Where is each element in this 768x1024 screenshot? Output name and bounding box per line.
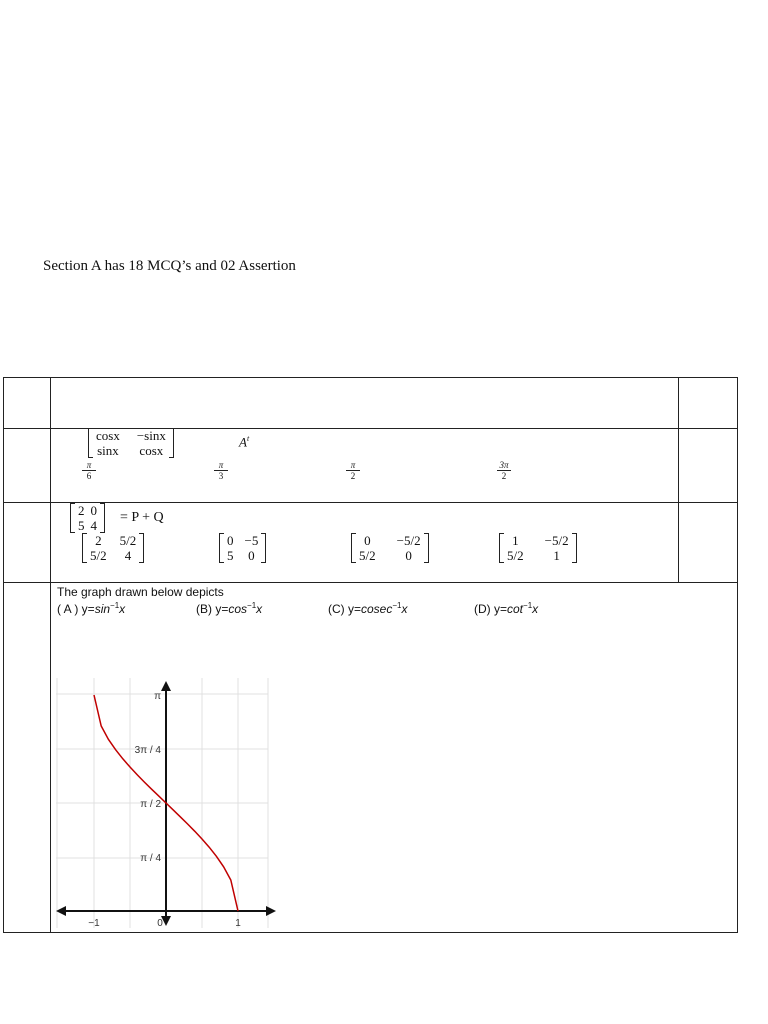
table-row-divider <box>3 502 737 503</box>
q3-stem: The graph drawn below depicts <box>57 585 224 599</box>
q2-equation: = P + Q <box>120 510 164 525</box>
q1-matrix <box>88 428 174 458</box>
q2-matrix <box>70 503 105 533</box>
q1-option-a: $\frac{\pi}{6}$ <box>82 460 96 481</box>
q2-option-c: 0 −5/2 5/2 0 <box>351 533 429 563</box>
matrix-cell: 2 <box>78 503 85 518</box>
matrix-cell: sinx <box>97 443 119 458</box>
y-tick-label: 3π / 4 <box>134 745 161 757</box>
table-row-divider <box>3 582 737 583</box>
q2-option-d: 1 −5/2 5/2 1 <box>499 533 577 563</box>
q1-transpose <box>239 434 249 450</box>
x-tick-label: −1 <box>88 918 100 929</box>
q1-option-d: $\frac{3\pi}{2}$ <box>497 460 511 481</box>
matrix-cell: 0 <box>90 503 97 518</box>
x-tick-label: 0 <box>157 918 163 929</box>
y-tick-label: π / 4 <box>140 853 161 865</box>
matrix-cell: 5 <box>78 518 85 533</box>
q3-option-a: ( A ) $y=\sin^{-1}x$ <box>57 601 126 616</box>
y-tick-label: π <box>154 691 161 703</box>
matrix-cell: −sinx <box>136 428 166 443</box>
q1-option-b: $\frac{\pi}{3}$ <box>214 460 228 481</box>
transpose-sup: t <box>246 434 250 443</box>
y-tick-label: π / 2 <box>140 799 161 811</box>
q3-option-b: (B) $y=\cos^{-1}x$ <box>196 601 263 616</box>
matrix-cell: cosx <box>96 428 120 443</box>
graph-grid <box>56 678 268 928</box>
section-intro: Section A has 18 MCQ’s and 02 Assertion <box>43 258 296 274</box>
table-divider-number <box>50 377 51 932</box>
x-axis-arrow-right <box>266 906 276 916</box>
x-tick-label: 1 <box>235 918 241 929</box>
graph-ticks <box>88 691 241 929</box>
q3-option-c: (C) y=cosec$^{-1}$x <box>328 601 408 616</box>
q2-option-a: 2 5/2 5/2 4 <box>82 533 144 563</box>
transpose-base: A <box>239 434 247 450</box>
q1-option-c: $\frac{\pi}{2}$ <box>346 460 360 481</box>
q3-option-d: (D) $y=\cot^{-1}x$ <box>474 601 539 616</box>
inverse-trig-graph <box>52 675 277 931</box>
matrix-cell: cosx <box>139 443 164 458</box>
y-axis-arrow-up <box>161 681 171 691</box>
matrix-cell: 4 <box>90 518 97 533</box>
table-divider-marks <box>678 377 679 583</box>
q2-option-b: 0 −5 5 0 <box>219 533 266 563</box>
